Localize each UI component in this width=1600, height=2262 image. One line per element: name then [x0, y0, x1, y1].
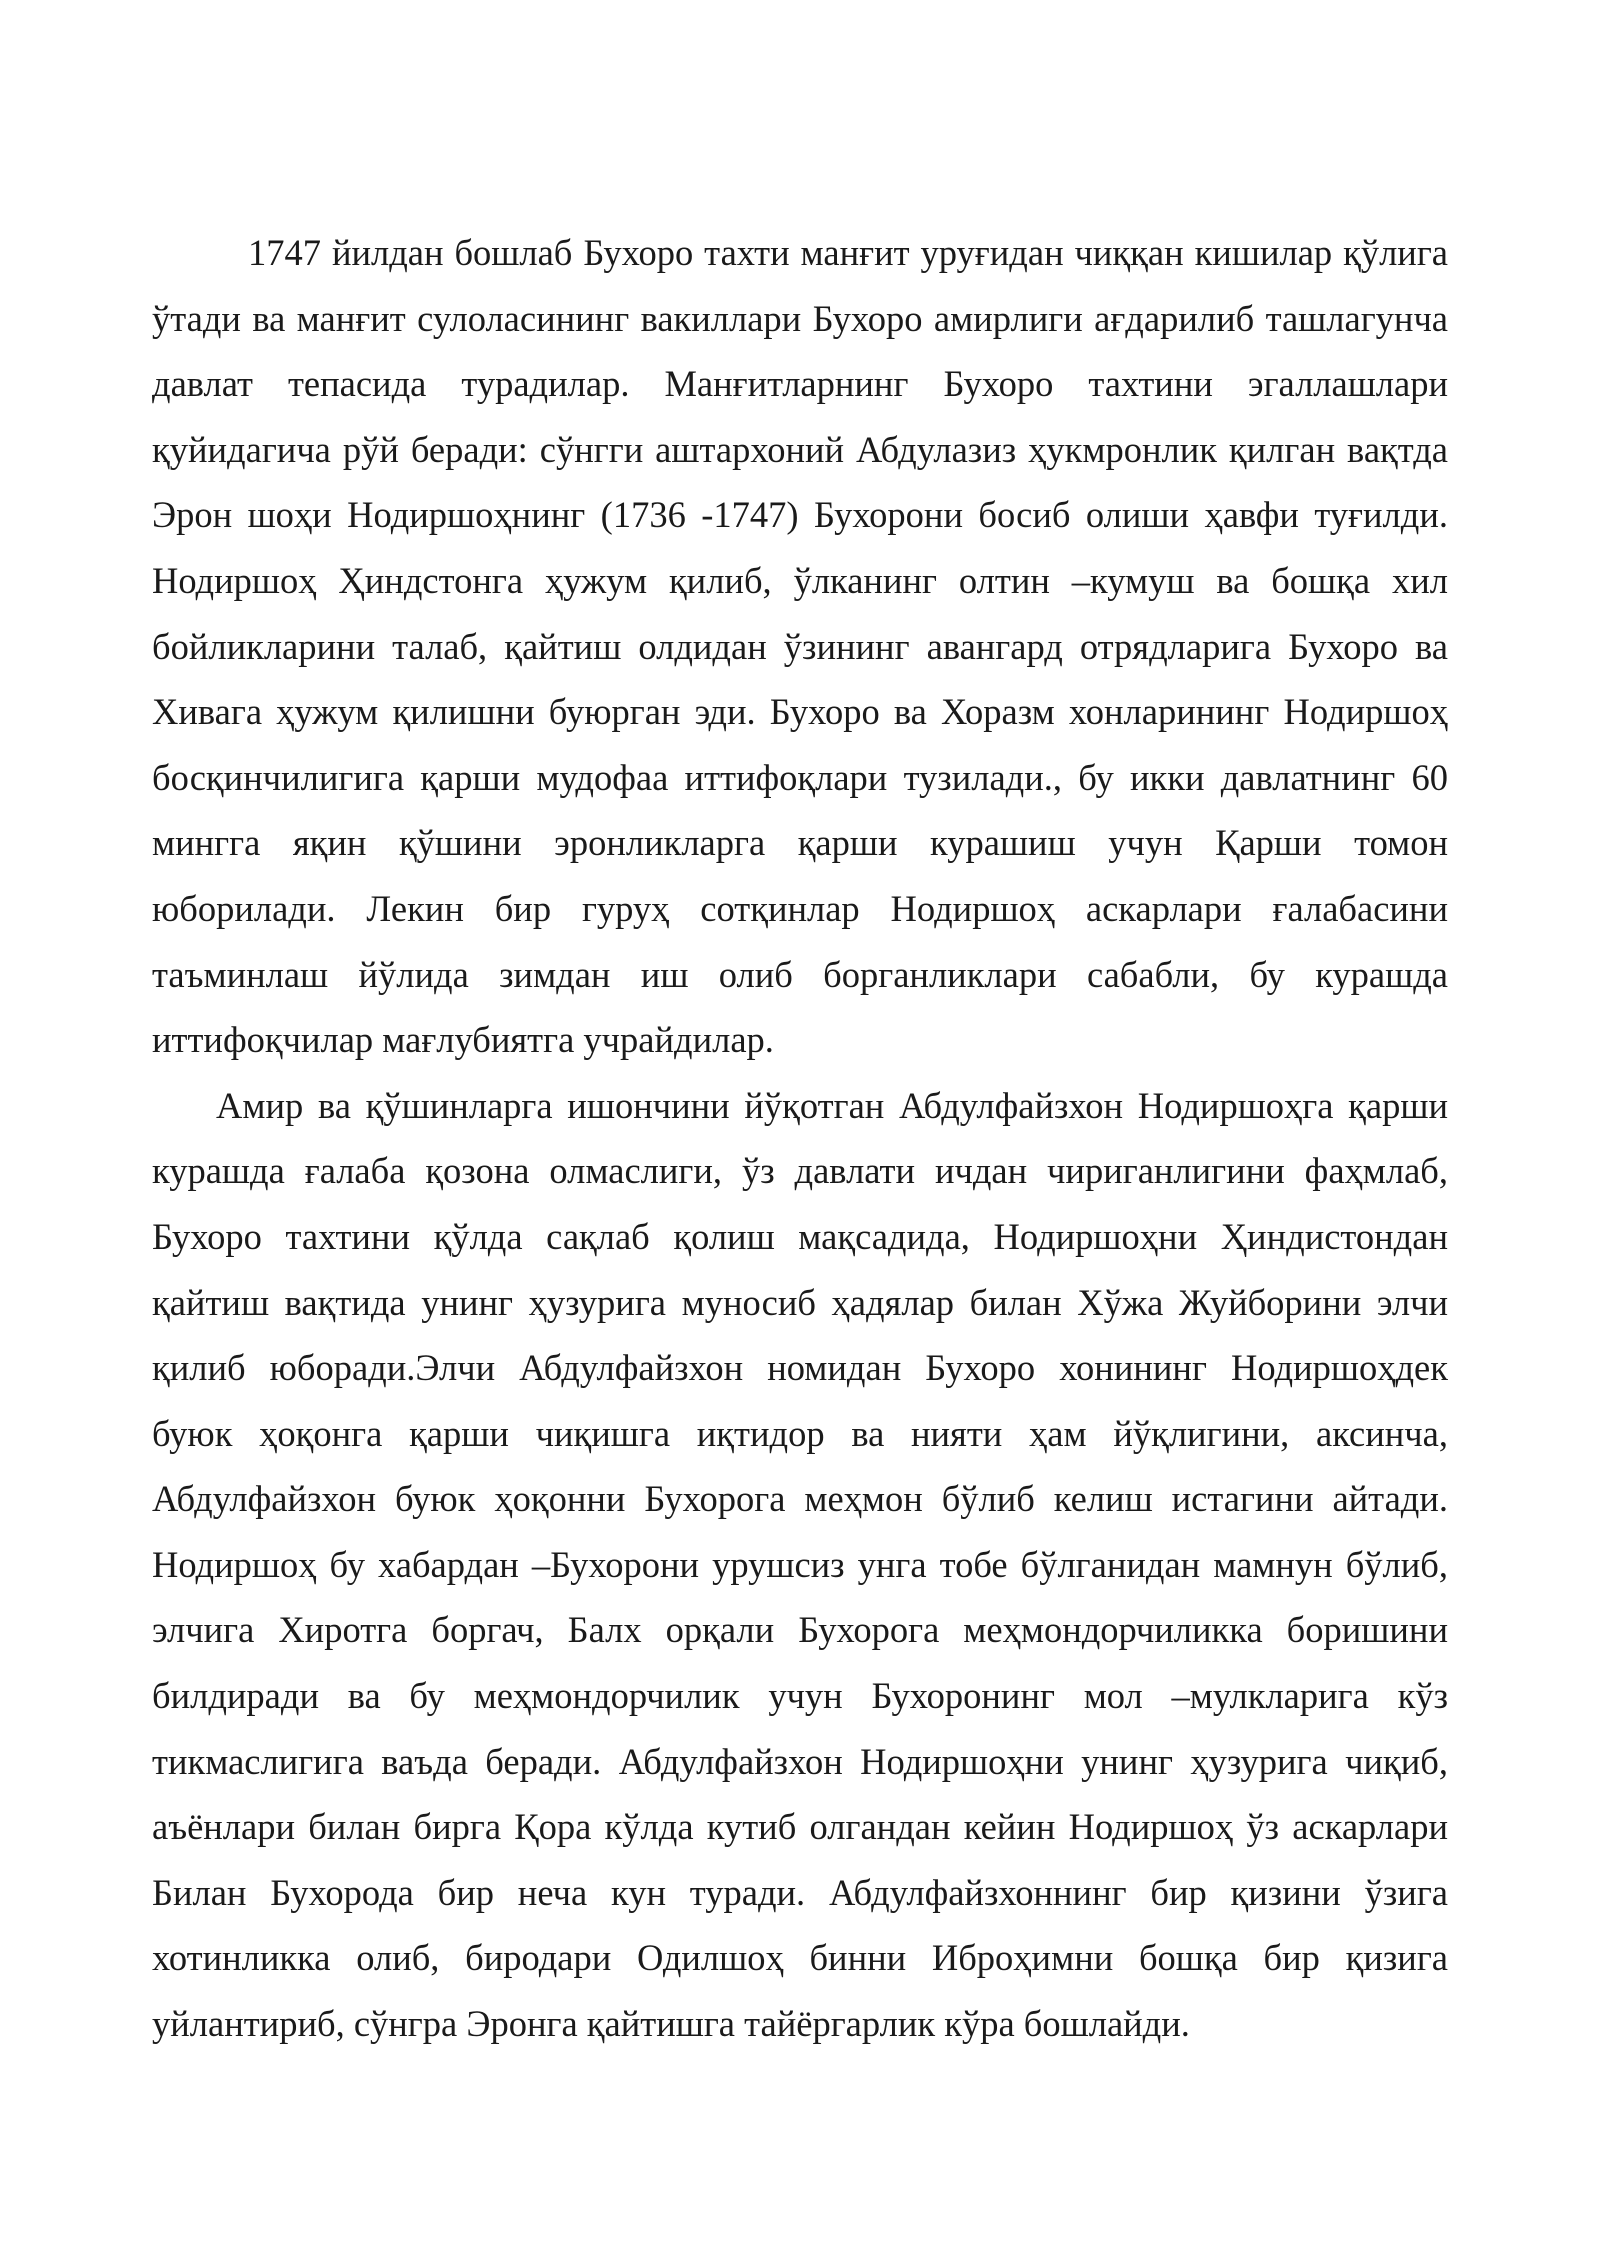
paragraph-1: 1747 йилдан бошлаб Бухоро тахти манғит уруғидан чиққан кишилар қўлига ўтади ва манғит сулоласининг вакиллари Бухоро амирлиги ағдарилиб ташлагунча давлат тепасида турадилар. Манғитларнинг Бухоро тахтини эгаллашлари қуйидагича рўй беради: сўнгги аштархоний Абдулазиз ҳукмронлик қилган вақтда Эрон шоҳи Нодиршоҳнинг (1736 -1747) Бухорони босиб олиши ҳавфи туғилди. Нодиршоҳ Ҳиндстонга ҳужум қилиб, ўлканинг олтин –кумуш ва бошқа хил бойликларини талаб, қайтиш олдидан ўзининг авангард отрядларига Бухоро ва Хивага ҳужум қилишни буюрган эди. Бухоро ва Хоразм хонларининг Нодиршоҳ босқинчилигига қарши мудофаа иттифоқлари тузилади., бу икки давлатнинг 60 мингга яқин қўшини эронликларга қарши курашиш учун Қарши томон юборилади. Лекин бир гуруҳ сотқинлар Нодиршоҳ аскарлари ғалабасини таъминлаш йўлида зимдан иш олиб борганликлари сабабли, бу курашда иттифоқчилар мағлубиятга учрайдилар.	[152, 232, 1448, 1061]
paragraph-2: Амир ва қўшинларга ишончини йўқотган Абдулфайзхон Нодиршоҳга қарши курашда ғалаба қозона олмаслиги, ўз давлати ичдан чириганлигини фаҳмлаб, Бухоро тахтини қўлда сақлаб қолиш мақсадида, Нодиршоҳни Ҳиндистондан қайтиш вақтида унинг ҳузурига муносиб ҳадялар билан Хўжа Жуйборини элчи қилиб юборади.Элчи Абдулфайзхон номидан Бухоро хонининг Нодиршоҳдек буюк ҳоқонга қарши чиқишга иқтидор ва нияти ҳам йўқлигини, аксинча, Абдулфайзхон буюк ҳоқонни Бухорога меҳмон бўлиб келиш истагини айтади. Нодиршоҳ бу хабардан –Бухорони урушсиз унга тобе бўлганидан мамнун бўлиб, элчига Хиротга боргач, Балх орқали Бухорога меҳмондорчиликка боришини билдиради ва бу меҳмондорчилик учун Бухоронинг мол –мулкларига кўз тикмаслигига ваъда беради. Абдулфайзхон Нодиршоҳни унинг ҳузурига чиқиб, аъёнлари билан бирга Қора кўлда кутиб олгандан кейин Нодиршоҳ ўз аскарлари Билан Бухорода бир неча кун туради. Абдулфайзхоннинг бир қизини ўзига хотинликка олиб, биродари Одилшоҳ бинни Иброҳимни бошқа бир қизига уйлантириб, сўнгра Эронга қайтишга тайёргарлик кўра бошлайди.	[152, 1084, 1448, 2045]
document-body	[152, 220, 1448, 2057]
